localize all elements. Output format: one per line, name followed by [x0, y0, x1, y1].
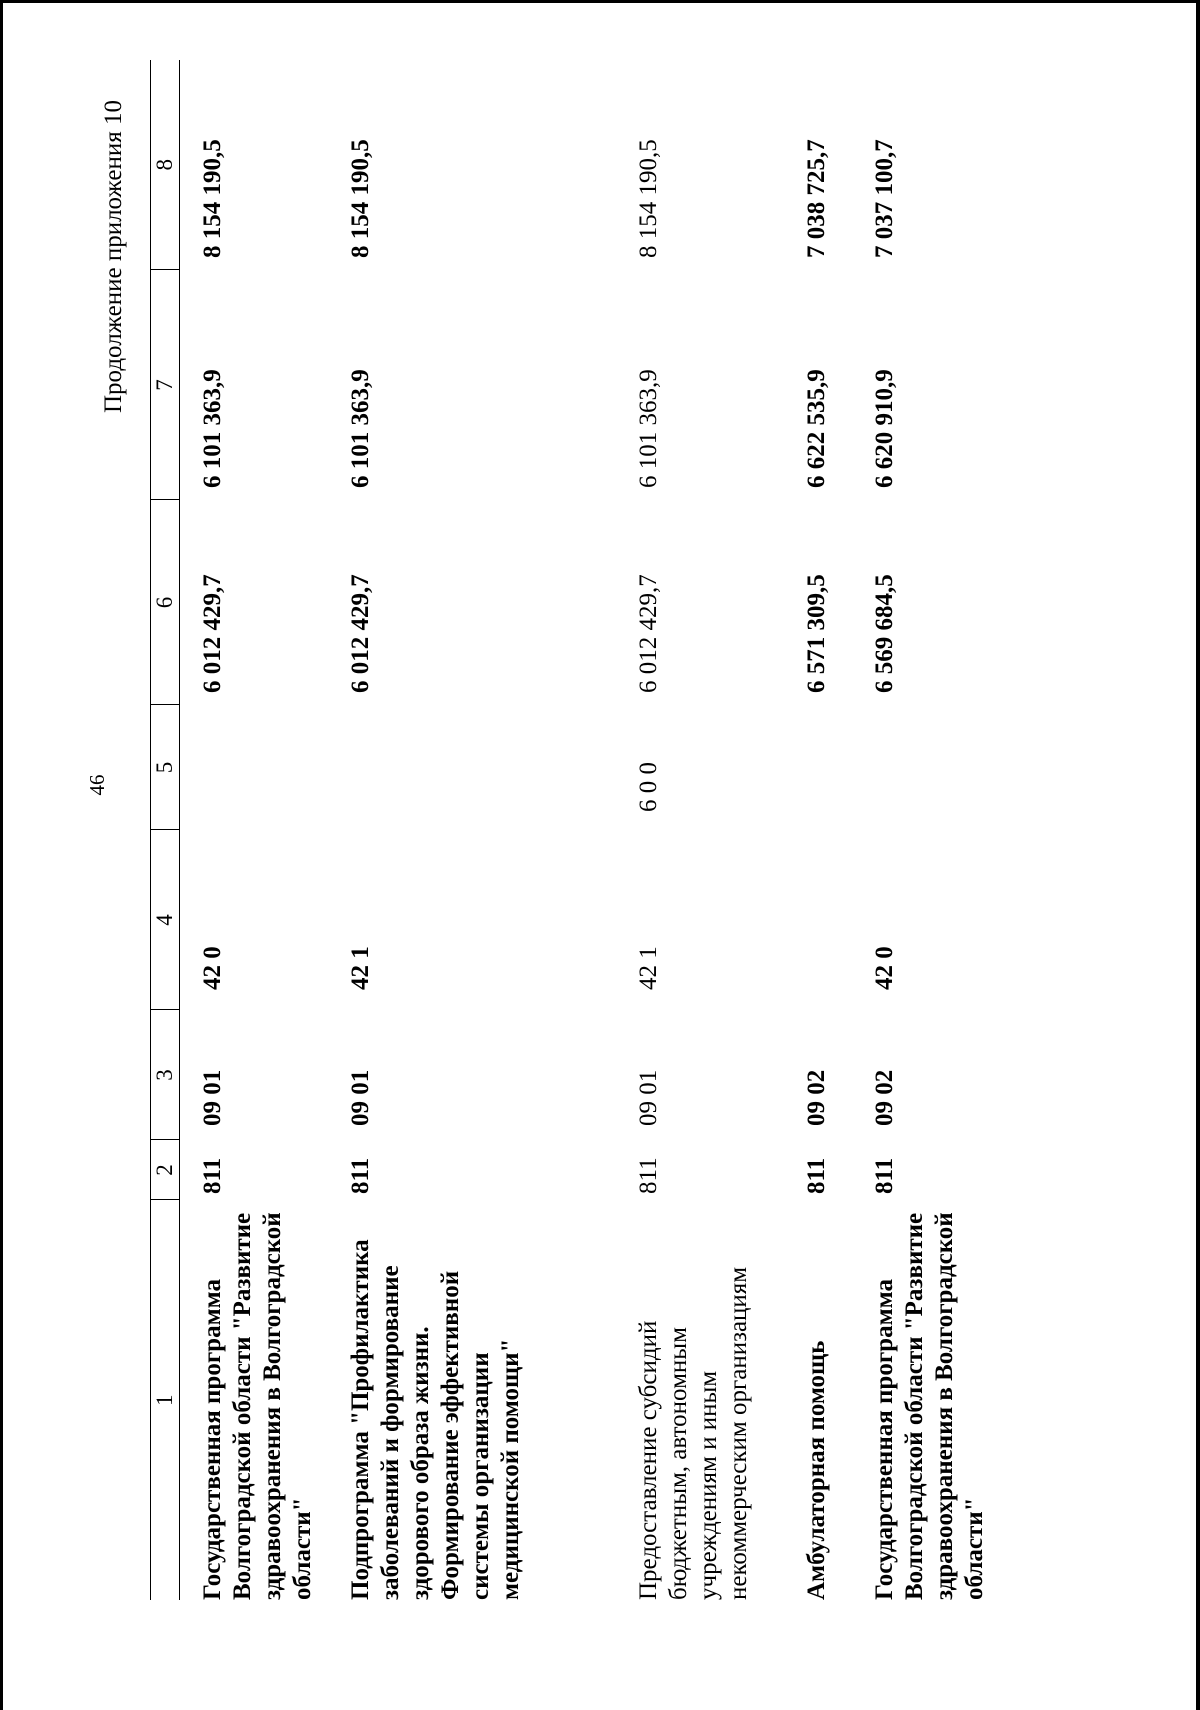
column-number: 5: [151, 705, 180, 830]
department-code: 811: [347, 1157, 374, 1194]
target-article-code: [784, 830, 852, 1010]
department-code: 811: [871, 1157, 898, 1194]
column-number: 3: [151, 1010, 180, 1140]
section-code: 09 01: [635, 1069, 662, 1126]
expense-type-code: [784, 705, 852, 830]
target-article-code: 42 0: [871, 946, 898, 990]
amount-col-8: 8 154 190,5: [347, 139, 374, 258]
budget-table: [150, 60, 990, 1600]
page-number: 46: [85, 774, 109, 796]
department-code: 811: [635, 1157, 662, 1194]
amount-col-7: 6 101 363,9: [635, 369, 662, 488]
table-row: [852, 60, 990, 1600]
department-code: 811: [199, 1157, 226, 1194]
table-row: [616, 60, 784, 1600]
amount-col-6: 6 569 684,5: [871, 574, 898, 693]
expense-type-code: [852, 705, 990, 830]
amount-col-7: 6 620 910,9: [871, 369, 898, 488]
continuation-note: Продолжение приложения 10: [100, 100, 127, 414]
section-code: 09 02: [871, 1069, 898, 1126]
department-code: 811: [803, 1157, 830, 1194]
amount-col-7: 6 101 363,9: [199, 369, 226, 488]
amount-col-6: 6 571 309,5: [803, 574, 830, 693]
section-code: 09 01: [347, 1069, 374, 1126]
section-code: 09 01: [199, 1069, 226, 1126]
expense-type-code: [328, 705, 616, 830]
amount-col-8: 7 038 725,7: [803, 139, 830, 258]
row-name: Предоставление субсидий бюджетным, автономным учреждениям и иным некоммерческим организациям: [635, 1266, 752, 1600]
column-number: 8: [151, 60, 180, 270]
target-article-code: 42 1: [635, 946, 662, 990]
amount-col-7: 6 622 535,9: [803, 369, 830, 488]
column-number-row: [151, 60, 180, 1600]
expense-type-code: 6 0 0: [635, 762, 662, 812]
section-code: 09 02: [803, 1069, 830, 1126]
column-number: 7: [151, 270, 180, 500]
column-number: 1: [151, 1200, 180, 1600]
amount-col-6: 6 012 429,7: [347, 574, 374, 693]
amount-col-8: 7 037 100,7: [871, 139, 898, 258]
amount-col-8: 8 154 190,5: [199, 139, 226, 258]
table-row: [328, 60, 616, 1600]
amount-col-8: 8 154 190,5: [635, 139, 662, 258]
table-row: [784, 60, 852, 1600]
target-article-code: 42 1: [347, 946, 374, 990]
row-name: Подпрограмма "Профилактика заболеваний и формирование здорового образа жизни. Формирование эффективной системы организации медицинской помощи": [347, 1239, 524, 1600]
row-name: Амбулаторная помощь: [803, 1340, 830, 1600]
amount-col-7: 6 101 363,9: [347, 369, 374, 488]
column-number: 6: [151, 500, 180, 705]
target-article-code: 42 0: [199, 946, 226, 990]
table-row: [180, 60, 329, 1600]
row-name: Государственная программа Волгоградской области "Развитие здравоохранения в Волгоградской области": [199, 1212, 316, 1600]
amount-col-6: 6 012 429,7: [635, 574, 662, 693]
expense-type-code: [180, 705, 329, 830]
column-number: 4: [151, 830, 180, 1010]
row-name: Государственная программа Волгоградской области "Развитие здравоохранения в Волгоградской области": [871, 1212, 988, 1600]
amount-col-6: 6 012 429,7: [199, 574, 226, 693]
column-number: 2: [151, 1140, 180, 1200]
